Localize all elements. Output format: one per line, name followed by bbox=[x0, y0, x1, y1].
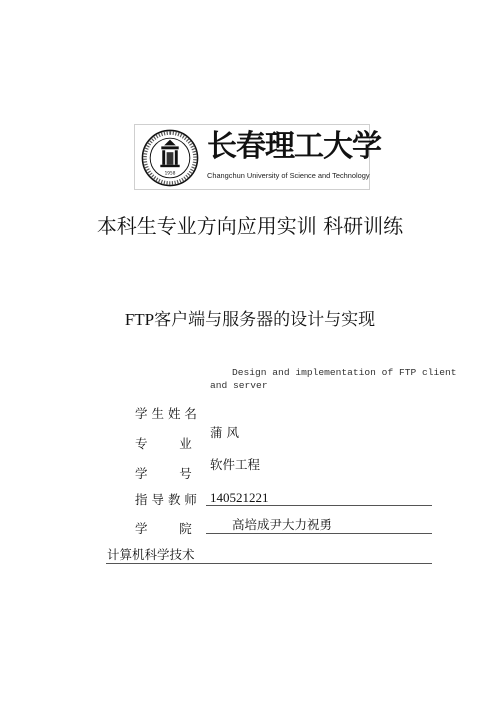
english-title-line-1: Design and implementation of FTP client bbox=[232, 367, 457, 378]
university-seal-icon bbox=[141, 129, 199, 187]
label-school: 学 院 bbox=[135, 521, 192, 536]
label-major: 专 业 bbox=[135, 436, 192, 451]
university-logo bbox=[134, 124, 381, 190]
project-title-english bbox=[210, 366, 457, 392]
label-advisor: 指 导 教 师 bbox=[135, 492, 197, 507]
value-advisor: 高培成尹大力祝勇 bbox=[232, 517, 333, 532]
value-student-id: 140521221 bbox=[210, 490, 269, 505]
underline-advisor bbox=[206, 533, 432, 534]
university-name-cn: 长春理工大学 bbox=[207, 129, 381, 164]
underline-school bbox=[106, 563, 432, 564]
university-name-en: Changchun University of Science and Technology bbox=[207, 171, 370, 180]
seal-year: 1958 bbox=[164, 171, 176, 177]
label-student-id: 学 号 bbox=[135, 466, 192, 481]
underline-student-id bbox=[206, 505, 432, 506]
value-school: 计算机科学技术 bbox=[107, 547, 195, 562]
course-title: 本科生专业方向应用实训 科研训练 bbox=[96, 214, 404, 238]
project-title: FTP客户端与服务器的设计与实现 bbox=[124, 310, 376, 329]
label-student-name: 学 生 姓 名 bbox=[135, 406, 197, 421]
value-major: 软件工程 bbox=[210, 457, 261, 472]
english-title-line-2: and server bbox=[210, 380, 268, 391]
value-student-name: 蒲 风 bbox=[210, 425, 239, 440]
